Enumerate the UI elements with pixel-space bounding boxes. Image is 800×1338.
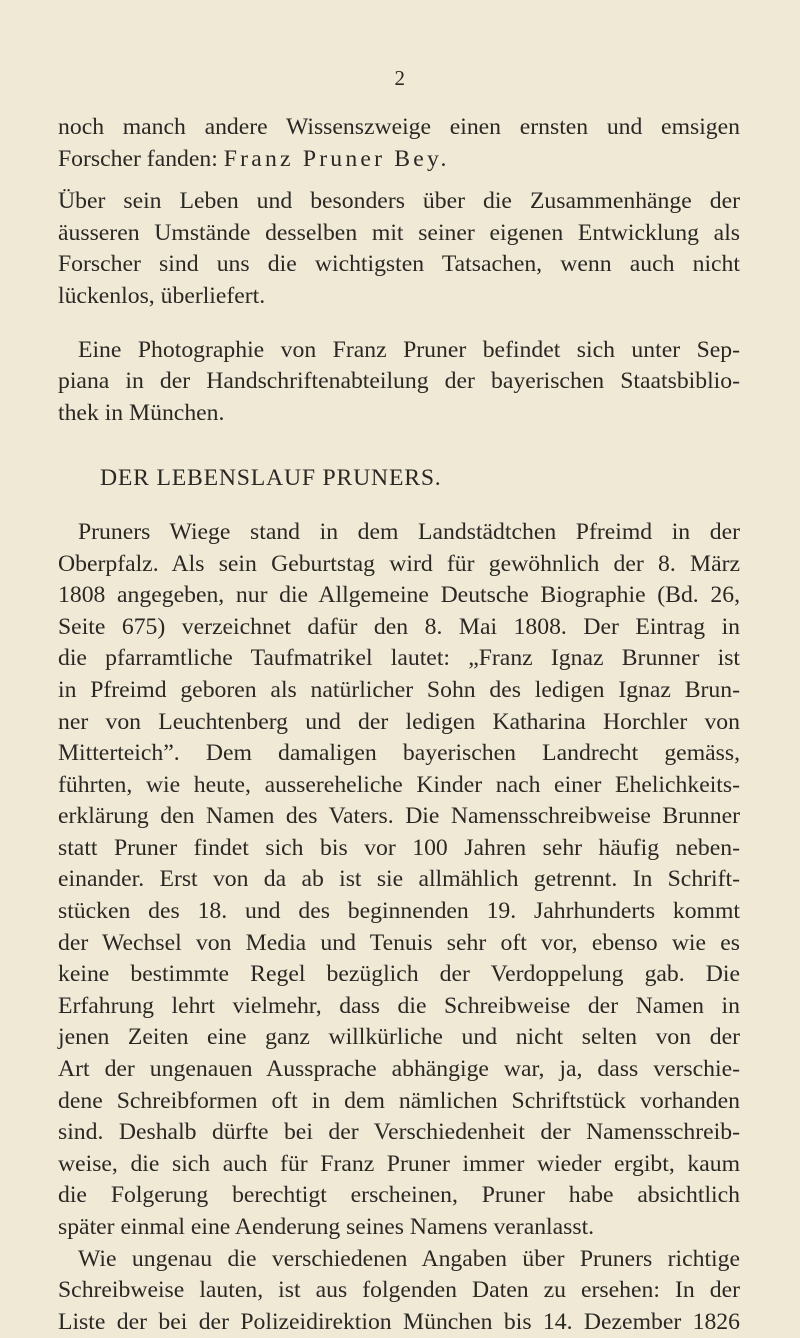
section-heading: DER LEBENSLAUF PRUNERS. [100,465,442,492]
text-line: einander. Erst von da ab ist sie allmählich getrennt. In Schrift- [58,866,740,893]
text-line: Art der ungenauen Aussprache abhängige war, ja, dass verschie- [58,1056,740,1083]
text-line: Erfahrung lehrt vielmehr, dass die Schreibweise der Namen in [58,992,740,1019]
text-line: Forscher sind uns die wichtigsten Tatsachen, wenn auch nicht [58,251,740,278]
text-line: noch manch andere Wissenszweige einen ernsten und emsigen [58,114,740,140]
text-line: keine bestimmte Regel bezüglich der Verdoppelung gab. Die [58,961,740,988]
text-line: sind. Deshalb dürfte bei der Verschiedenheit der Namensschreib- [58,1119,740,1146]
text-line: stücken des 18. und des beginnenden 19. Jahrhunderts kommt [58,898,740,925]
text-line: Mitterteich”. Dem damaligen bayerischen Landrecht gemäss, [58,740,740,767]
text-fragment: Forscher fanden: [58,145,218,172]
text-line: der Wechsel von Media und Tenuis sehr oft vor, ebenso wie es [58,929,740,956]
text-line: in Pfreimd geboren als natürlicher Sohn des ledigen Ignaz Brun- [58,676,740,703]
page-number: 2 [394,66,406,90]
name-spaced: Franz Pruner Bey. [223,145,450,172]
text-line: Seite 675) verzeichnet dafür den 8. Mai 1808. Der Eintrag in [58,613,740,640]
text-line: lückenlos, überliefert. [58,282,266,309]
paragraph-intro [58,112,740,175]
text-line: weise, die sich auch für Franz Pruner immer wieder ergibt, kaum [58,1150,740,1177]
text-line: ner von Leuchtenberg und der ledigen Katharina Horchler von [58,708,740,735]
text-line: Pruners Wiege stand in dem Landstädtchen Pfreimd in der [78,518,740,545]
text-line: dene Schreibformen oft in dem nämlichen Schriftstück vorhanden [58,1087,740,1114]
text-line: später einmal eine Aenderung seines Namens veranlasst. [58,1214,595,1240]
text-line: Oberpfalz. Als sein Geburtstag wird für gewöhnlich der 8. März [58,550,740,577]
text-line: Wie ungenau die verschiedenen Angaben über Pruners richtige [78,1245,740,1272]
paragraph-sources [58,186,740,312]
text-line: piana in der Handschriftenabteilung der bayerischen Staatsbiblio- [58,368,740,395]
text-line: 1808 angegeben, nur die Allgemeine Deutsche Biographie (Bd. 26, [58,582,740,609]
paragraph-biography [58,517,740,1244]
text-line [58,144,740,176]
paragraph-spelling [58,1244,740,1338]
text-line: jenen Zeiten eine ganz willkürliche und nicht selten von der [58,1024,740,1051]
text-line: thek in München. [58,399,225,426]
text-line: Liste der bei der Polizeidirektion München bis 14. Dezember 1826 [58,1308,740,1335]
paragraph-photograph [58,335,740,430]
text-line: äusseren Umstände desselben mit seiner eigenen Entwicklung als [58,219,740,246]
text-line: Eine Photographie von Franz Pruner befindet sich unter Sep- [78,336,740,363]
text-line: erklärung den Namen des Vaters. Die Namensschreibweise Brunner [58,803,740,830]
text-line: führten, wie heute, aussereheliche Kinder nach einer Ehelichkeits- [58,771,740,798]
text-line: statt Pruner findet sich bis vor 100 Jahren sehr häufig neben- [58,834,740,861]
text-line: Schreibweise lauten, ist aus folgenden Daten zu ersehen: In der [58,1277,740,1304]
page-text [58,112,740,1338]
text-line: die Folgerung berechtigt erscheinen, Pruner habe absichtlich [58,1182,740,1209]
text-line: die pfarramtliche Taufmatrikel lautet: „Franz Ignaz Brunner ist [58,645,740,672]
text-line: Über sein Leben und besonders über die Zusammenhänge der [58,188,740,215]
